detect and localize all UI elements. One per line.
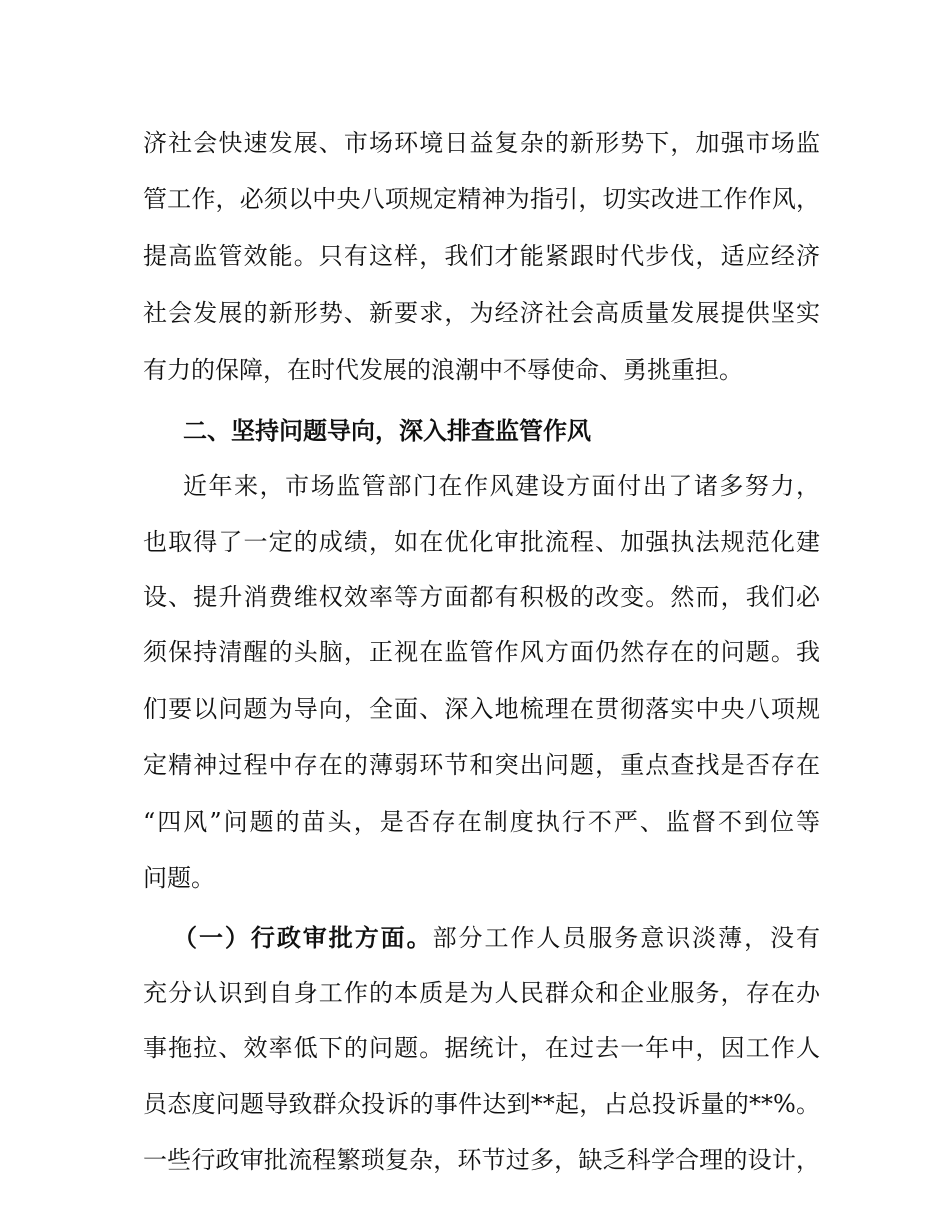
paragraph-line: 管工作，必须以中央八项规定精神为指引，切实改进工作作风，: [143, 185, 820, 213]
paragraph-line: 定精神过程中存在的薄弱环节和突出问题，重点查找是否存在: [143, 751, 820, 779]
paragraph-line: 问题。: [143, 864, 215, 892]
paragraph-line: 须保持清醒的头脑，正视在监管作风方面仍然存在的问题。我: [143, 638, 820, 666]
paragraph-line: 社会发展的新形势、新要求，为经济社会高质量发展提供坚实: [143, 299, 820, 327]
paragraph-line: 们要以问题为导向，全面、深入地梳理在贯彻落实中央八项规: [143, 695, 820, 723]
subsection-lead-line: [173, 921, 820, 955]
paragraph-line: 一些行政审批流程繁琐复杂，环节过多，缺乏科学合理的设计，: [143, 1146, 820, 1174]
subsection-text: 部分工作人员服务意识淡薄，没有: [432, 924, 821, 952]
paragraph-line: “四风”问题的苗头，是否存在制度执行不严、监督不到位等: [143, 808, 820, 836]
section-heading: 二、坚持问题导向，深入排查监管作风: [183, 417, 591, 445]
paragraph-line: 近年来，市场监管部门在作风建设方面付出了诸多努力，: [183, 472, 820, 500]
paragraph-line: 提高监管效能。只有这样，我们才能紧跟时代步伐，适应经济: [143, 242, 820, 270]
subsection-title: （一）行政审批方面。: [173, 924, 433, 952]
paragraph-line: 员态度问题导致群众投诉的事件达到**起，占总投诉量的**%。: [143, 1090, 820, 1118]
paragraph-line: 济社会快速发展、市场环境日益复杂的新形势下，加强市场监: [143, 129, 820, 157]
paragraph-line: 充分认识到自身工作的本质是为人民群众和企业服务，存在办: [143, 979, 820, 1007]
paragraph-line: 事拖拉、效率低下的问题。据统计，在过去一年中，因工作人: [143, 1034, 820, 1062]
paragraph-line: 也取得了一定的成绩，如在优化审批流程、加强执法规范化建: [143, 528, 820, 556]
paragraph-line: 设、提升消费维权效率等方面都有积极的改变。然而，我们必: [143, 583, 820, 611]
paragraph-line: 有力的保障，在时代发展的浪潮中不辱使命、勇挑重担。: [143, 356, 743, 384]
